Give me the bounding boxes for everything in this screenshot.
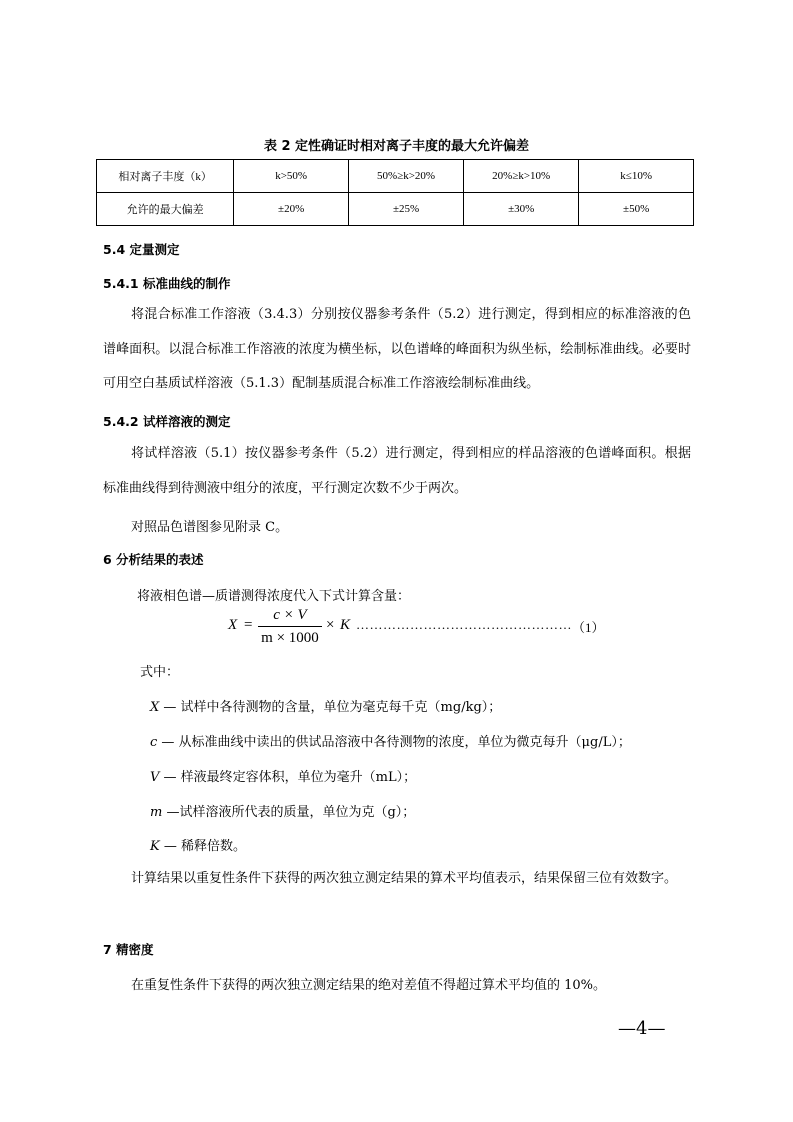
section-heading-7: 7 精密度 (103, 942, 154, 957)
variable-description: — 试样中各待测物的含量，单位为毫克每千克（mg/kg）； (163, 700, 502, 715)
formula-denominator: m × 1000 (261, 630, 319, 646)
section-heading-5-4-1: 5.4.1 标准曲线的制作 (103, 276, 231, 291)
formula-intro: 将液相色谱—质谱测得浓度代入下式计算含量： (137, 589, 411, 604)
variable-description: — 样液最终定容体积，单位为毫升（mL）； (163, 770, 417, 785)
formula-number: （1） (572, 620, 605, 635)
table-row (97, 160, 694, 193)
table-cell: 相对离子丰度（k） (97, 160, 234, 193)
formula-lhs: X (228, 617, 238, 633)
table-cell: k≤10% (579, 160, 694, 193)
fraction-bar (258, 626, 322, 627)
formula-1 (228, 605, 608, 649)
table-cell: ±30% (464, 193, 579, 226)
formula-times: × (326, 617, 335, 633)
paragraph-result-expression: 计算结果以重复性条件下获得的两次独立测定结果的算术平均值表示，结果保留三位有效数字。 (131, 871, 678, 886)
variable-symbol: c (150, 735, 158, 750)
variable-description: — 稀释倍数。 (163, 839, 246, 854)
table-cell: ±25% (349, 193, 464, 226)
formula-fraction (258, 605, 322, 648)
section-heading-6: 6 分析结果的表述 (103, 552, 204, 567)
table-cell: k>50% (234, 160, 349, 193)
table-cell: ±50% (579, 193, 694, 226)
formula-leader: ………………………………………… (356, 617, 572, 632)
section-heading-5-4: 5.4 定量测定 (103, 242, 180, 257)
variable-definition (150, 766, 416, 785)
variable-definition (150, 731, 631, 750)
paragraph-precision: 在重复性条件下获得的两次独立测定结果的绝对差值不得超过算术平均值的 10%。 (131, 978, 607, 993)
section-heading-5-4-2: 5.4.2 试样溶液的测定 (103, 414, 231, 429)
table-cell: 20%≥k>10% (464, 160, 579, 193)
table-row (97, 193, 694, 226)
paragraph-sample-measurement: 将试样溶液（5.1）按仪器参考条件（5.2）进行测定，得到相应的样品溶液的色谱峰面积。根据标准曲线得到待测液中组分的浓度，平行测定次数不少于两次。 (103, 446, 691, 496)
paragraph-standard-curve: 将混合标准工作溶液（3.4.3）分别按仪器参考条件（5.2）进行测定，得到相应的标准溶液的色谱峰面积。以混合标准工作溶液的浓度为横坐标，以色谱峰的峰面积为纵坐标，绘制标准曲线。必要时可用空白基质试样溶液（5.1.3）配制基质混合标准工作溶液绘制标准曲线。 (103, 307, 691, 391)
variable-definition (150, 696, 501, 715)
formula-numerator: c × V (273, 607, 307, 623)
variable-definition (150, 835, 246, 854)
table-cell: 允许的最大偏差 (97, 193, 234, 226)
variable-symbol: X (150, 700, 160, 715)
variable-description: — 从标准曲线中读出的供试品溶液中各待测物的浓度，单位为微克每升（μg/L）； (161, 735, 631, 750)
table-cell: ±20% (234, 193, 349, 226)
where-label: 式中： (140, 665, 180, 680)
variable-description: —试样溶液所代表的质量，单位为克（g）； (166, 805, 416, 820)
ion-abundance-table (96, 159, 694, 226)
variable-symbol: V (150, 770, 160, 785)
table-cell: 50%≥k>20% (349, 160, 464, 193)
formula-factor: K (340, 617, 351, 633)
variable-definition (150, 801, 415, 820)
variable-symbol: K (150, 839, 160, 854)
page-number: —4— (618, 1018, 666, 1039)
paragraph-chromatogram-note: 对照品色谱图参见附录 C。 (131, 520, 289, 535)
table-caption: 表 2 定性确证时相对离子丰度的最大允许偏差 (263, 139, 530, 154)
variable-symbol: m (150, 805, 163, 820)
formula-equals: = (244, 617, 253, 633)
